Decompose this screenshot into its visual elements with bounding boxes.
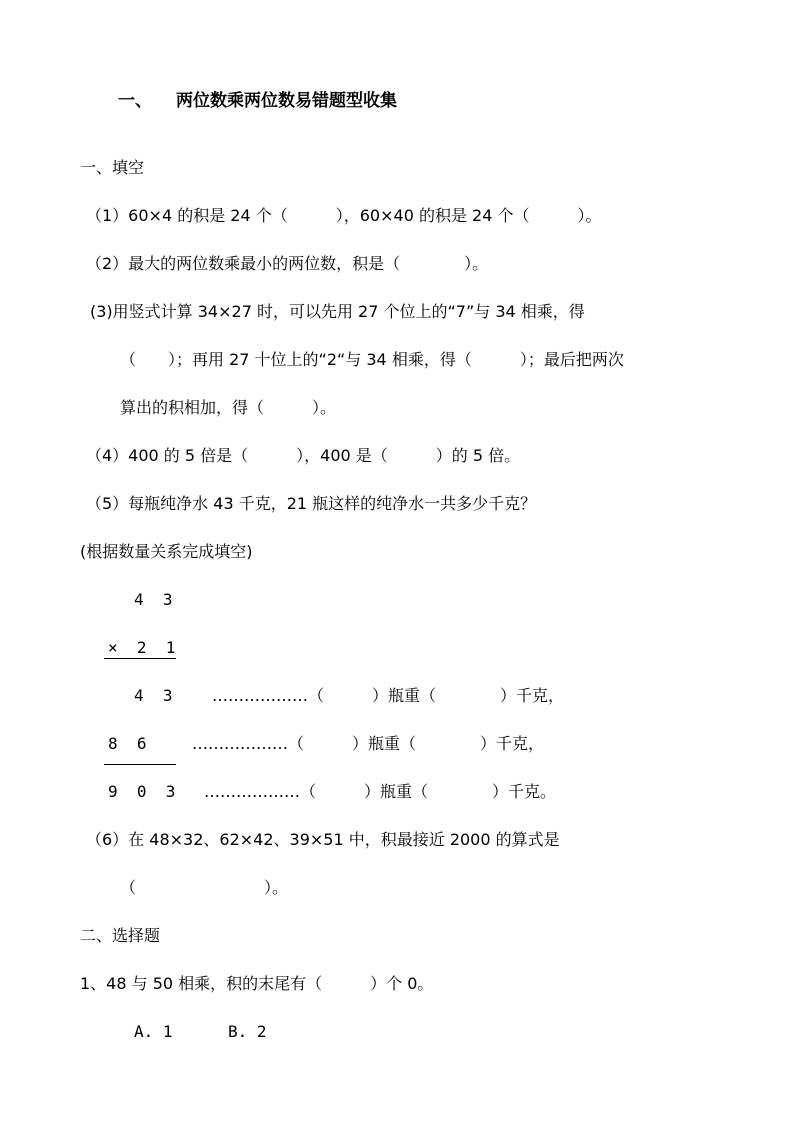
question-3-line-2: （ ）；再用 27 十位上的“2“与 34 相乘，得（ ）；最后把两次	[120, 350, 624, 369]
vertical-partial-1: 4 3	[134, 686, 173, 705]
option-b: B. 2	[228, 1022, 267, 1041]
fill-row-1: ………………（ ）瓶重（ ）千克，	[212, 686, 565, 705]
vertical-result: 9 0 3	[108, 782, 176, 801]
vertical-multiplier: × 2 1	[108, 638, 176, 657]
section-heading-choice: 二、选择题	[80, 926, 161, 945]
question-4: （4）400 的 5 倍是（ ），400 是（ ）的 5 倍。	[86, 446, 521, 465]
question-3-line-3: 算出的积相加，得（ ）。	[120, 398, 337, 417]
vertical-multiplicand: 4 3	[134, 590, 173, 609]
fill-row-2: ………………（ ）瓶重（ ）千克，	[192, 734, 545, 753]
question-3-line-1: (3)用竖式计算 34×27 时，可以先用 27 个位上的“7”与 34 相乘，得	[90, 302, 585, 321]
vertical-partial-2: 8 6	[108, 734, 147, 753]
question-5: （5）每瓶纯净水 43 千克，21 瓶这样的纯净水一共多少千克？	[86, 494, 537, 513]
fill-row-3: ………………（ ）瓶重（ ）千克。	[204, 782, 557, 801]
question-5-note: (根据数量关系完成填空)	[80, 542, 253, 561]
vertical-divider-2	[104, 764, 176, 765]
title-number: 一、	[118, 91, 152, 111]
section-heading-fill-blank: 一、填空	[80, 158, 145, 177]
question-6-line-1: （6）在 48×32、62×42、39×51 中，积最接近 2000 的算式是	[86, 830, 560, 849]
question-1: （1）60×4 的积是 24 个（ ），60×40 的积是 24 个（ ）。	[86, 206, 602, 225]
option-a: A. 1	[134, 1022, 173, 1041]
question-2: （2）最大的两位数乘最小的两位数，积是（ ）。	[86, 254, 489, 273]
question-6-line-2: （ ）。	[120, 878, 289, 897]
vertical-divider-1	[104, 658, 176, 659]
page-title: 两位数乘两位数易错题型收集	[176, 91, 397, 111]
choice-question-1: 1、48 与 50 相乘，积的末尾有（ ）个 0。	[80, 974, 434, 993]
